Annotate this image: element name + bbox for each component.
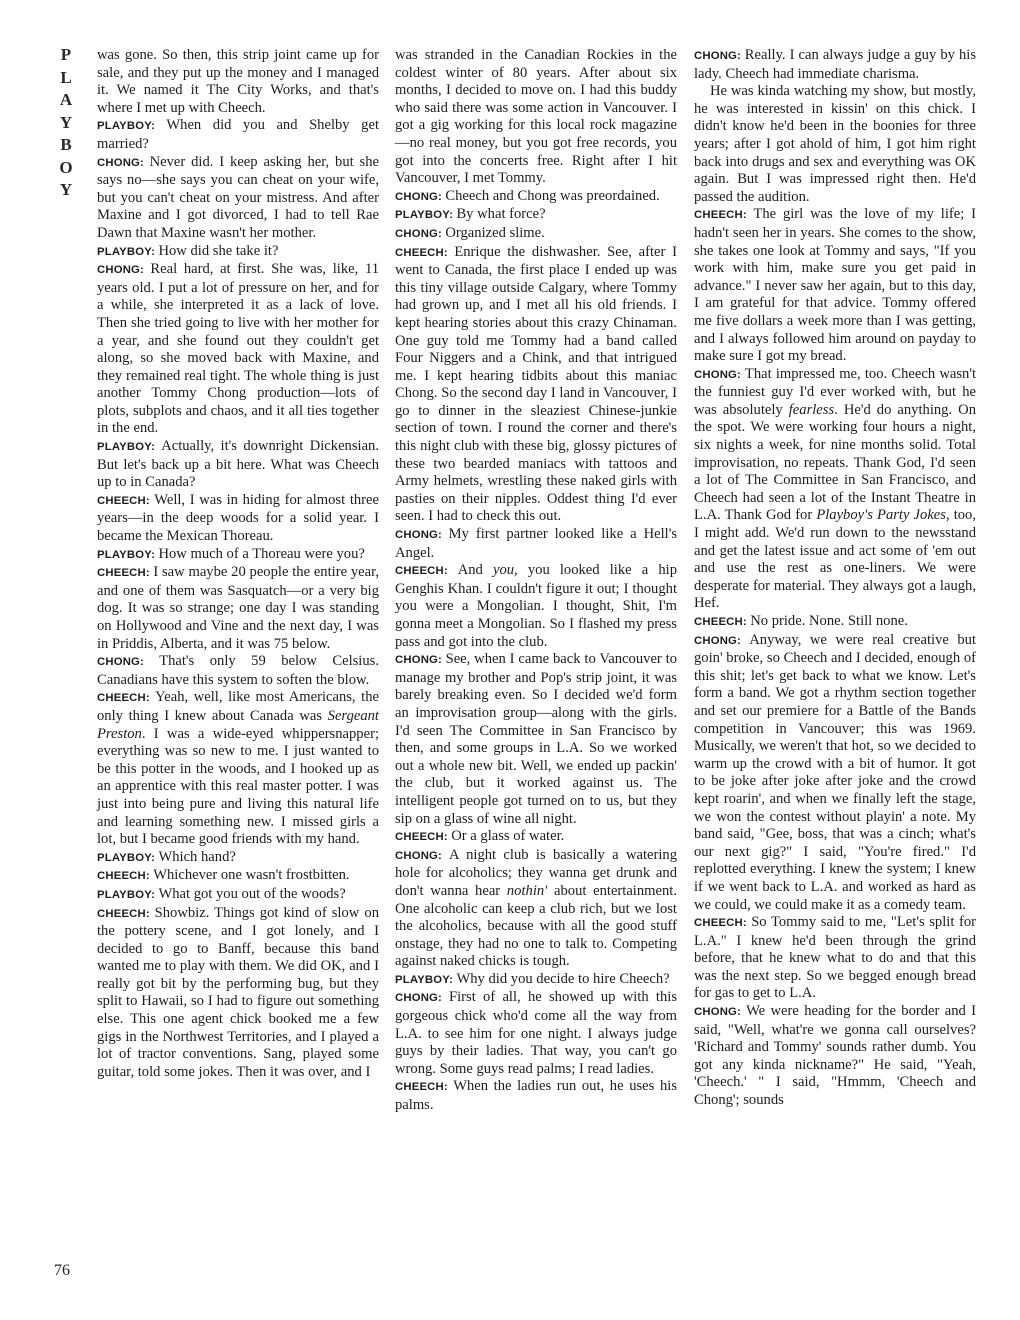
paragraph-text: A night club is basically a watering hole for alcoholics; they wanna get drunk and don't wanna hear nothin' about entertainment. One alcoholic can keep a club rich, but we lost the alcoholics, because with all the good stuff onstage, they had no one to talk to. Competing against naked chicks is tough. [395,846,678,970]
interview-paragraph [395,244,677,527]
masthead-letter: B [60,135,72,154]
paragraph-text: We were heading for the border and I said, "Well, what're we gonna call ourselves? 'Richard and Tommy' sounds rather dumb. You got any kinda nickname?" He said, "Yeah, 'Cheech.' " I said, "Hmmm, 'Cheech and Chong'; sounds [694,1003,976,1109]
speaker-label: CHONG: [395,992,443,1005]
paragraph-text: Never did. I keep asking her, but she says no—she says you can cheat on your wife, but you can't cheat on your mistress. And after Maxine and I got divorced, I had to tell Rae Dawn that Maxine wasn't her mother. [97,153,380,241]
interview-paragraph [395,206,677,225]
speaker-label: PLAYBOY: [97,548,156,561]
paragraph-text: Or a glass of water. [451,828,565,845]
interview-paragraph [97,546,379,565]
speaker-label: CHEECH: [694,209,747,222]
paragraph-text: That's only 59 below Celsius. Canadians have this system to soften the blow. [97,653,379,688]
column-3 [694,47,976,1110]
speaker-label: CHONG: [395,529,443,542]
speaker-label: PLAYBOY: [97,245,156,258]
interview-paragraph [97,849,379,868]
speaker-label: CHEECH: [395,246,448,259]
speaker-label: CHONG: [694,1006,742,1019]
paragraph-text: was gone. So then, this strip joint came up for sale, and they put up the money and I managed it. We named it The City Works, and that's where I met up with Cheech. [97,47,379,116]
paragraph-text: Organized slime. [445,224,545,241]
interview-paragraph [97,47,379,117]
interview-paragraph [395,989,677,1078]
masthead-letter: Y [59,112,73,132]
paragraph-text: So Tommy said to me, "Let's split for L.A." I knew he'd been through the grind before, that he knew what to do and that this was the next step. So we begged enough bread for gas to get to L.A. [694,914,977,1002]
interview-paragraph [97,905,379,1082]
masthead-letter: P [60,45,72,64]
speaker-label: CHONG: [395,190,443,203]
masthead-letter: Y [59,180,73,199]
masthead [54,44,78,202]
interview-paragraph [395,562,677,651]
paragraph-text: That impressed me, too. Cheech wasn't the funniest guy I'd ever worked with, but he was absolutely fearless. He'd do anything. On the spot. We were working four hours a night, six nights a week, for nine months solid. Total improvisation, no repeats. Thank God, I'd seen a lot of The Committee in San Francisco, and Cheech had seen a lot of the Instant Theatre in L.A. Thank God for Playboy's Party Jokes, too, I might add. We'd run down to the newsstand and get the latest issue and act some of 'em out and use the rest as one-liners. We were desperate for material. They always got a laugh, Hef. [694,365,976,612]
paragraph-text: was stranded in the Canadian Rockies in the coldest winter of 80 years. After about six months, I decided to move on. I had this buddy who said there was some action in Vancouver. I got a gig working for this local rock magazine—no real money, but you got free records, you got into the concerts free. Right after I hit Vancouver, I met Tommy. [395,47,677,187]
interview-paragraph [694,613,976,632]
interview-paragraph [694,366,976,613]
speaker-label: CHONG: [97,656,145,669]
speaker-label: CHEECH: [97,692,150,705]
interview-paragraph [694,206,976,365]
speaker-label: CHEECH: [694,616,747,628]
paragraph-text: Whichever one wasn't frostbitten. [153,867,350,884]
paragraph-text: Well, I was in hiding for almost three years—in the deep woods for a solid year. I became the Mexican Thoreau. [97,491,379,545]
paragraph-text: Showbiz. Things got kind of slow on the pottery scene, and I got lonely, and I decided to go to Banff, because this band wanted me to play with them. We did OK, and I really got bit by the performing bug, but they split to Hawaii, so I had to figure out something else. This one agent chick booked me a few gigs in the Northwest Territories, and I played a lot of tractor conventions. Sang, played some guitar, told some jokes. Then it was over, and I [97,904,379,1080]
speaker-label: CHEECH: [97,870,150,883]
speaker-label: CHONG: [395,849,443,862]
paragraph-text: Why did you decide to hire Cheech? [456,970,670,987]
paragraph-text: The girl was the love of my life; I hadn't seen her in years. She comes to the show, she takes one look at Tommy and says, "If you work with him, make sure you get paid in advance." I never saw her again, but to this day, I am grateful for that advice. Tommy offered me five dollars a week more than I was getting, and I always followed him around on payday to make sure I got my bread. [694,206,976,365]
interview-paragraph [395,847,677,971]
speaker-label: CHEECH: [97,567,150,580]
speaker-label: CHONG: [694,634,742,647]
speaker-label: CHONG: [395,654,443,667]
speaker-label: PLAYBOY: [97,120,156,133]
interview-paragraph [97,117,379,153]
interview-paragraph [395,526,677,562]
paragraph-text: How much of a Thoreau were you? [158,545,365,562]
paragraph-text: Cheech and Chong was preordained. [445,187,660,204]
paragraph-text: Anyway, we were real creative but goin' broke, so Cheech and I decided, enough of this shit; let's get back to what we know. Let's form a band. We got a rhythm section together and set our premiere for a Battle of the Bands competition in Vancouver; this was 1969. Musically, we weren't that hot, so we decided to warm up the crowd with a bit of humor. It got to be joke after joke after joke and the crowd kept roarin', and when we finally left the stage, we won the contest without playin' a note. My band said, "Gee, boss, that was a cinch; what's our next gig?" I said, "You're fired." I'd replotted everything. I knew the system; I knew if we went back to L.A. and worked as hard as we could, we could make it as a comedy team. [694,631,977,913]
paragraph-text: First of all, he showed up with this gorgeous chick who'd come all the way from L.A. to see him for one night. I always judge guys by their ladies. That way, you can't go wrong. Some guys read palms; I read ladies. [395,989,677,1077]
paragraph-text: Which hand? [158,848,236,865]
interview-paragraph [694,914,976,1003]
masthead-letter: A [59,90,73,109]
speaker-label: CHONG: [395,227,443,240]
speaker-label: PLAYBOY: [97,441,156,454]
paragraph-text: See, when I came back to Vancouver to manage my brother and Pop's strip joint, it was barely breaking even. So I decided we'd form an improvisation group—along with the girls. I'd seen The Committee in San Francisco by then, and some groups in L.A. So we worked out a whole new bit. Well, we ended up packin' the club, but it worked against us. The intelligent people got turned on to us, but they sip on a glass of wine all night. [395,651,677,827]
paragraph-text: By what force? [456,206,546,223]
speaker-label: CHONG: [97,264,145,277]
speaker-label: CHONG: [694,368,742,381]
page-number: 76 [54,1262,70,1279]
column-2 [395,47,677,1115]
paragraph-text: Enrique the dishwasher. See, after I went to Canada, the first place I ended up was this tiny village outside Calgary, where Tommy had grown up, and I met all his old friends. I kept hearing stories about this crazy Chinaman. One guy told me Tommy had a band called Four Niggers and a Chink, and that intrigued me. I kept hearing tidbits about this maniac Chong. So the second day I land in Vancouver, I go to dinner in the sleaziest Chinese-junkie section of town. I round the corner and there's this night club with these big, glossy pictures of these two bearded maniacs with tattoos and Army helmets, wrestling these naked girls with pasties on their nipples. Oddest thing I'd ever seen. I had to check this out. [395,243,678,525]
interview-paragraph [97,154,379,243]
paragraph-text: Really. I can always judge a guy by his lady. Cheech had immediate charisma. [694,47,976,82]
speaker-label: CHEECH: [395,565,448,578]
paragraph-text: How did she take it? [158,242,279,259]
paragraph-text: What got you out of the woods? [158,885,346,902]
paragraph-text: My first partner looked like a Hell's Angel. [395,526,678,561]
paragraph-text: He was kinda watching my show, but mostly, he was interested in kissin' on this chick. I didn't know he'd been in the boonies for three years; after I got ahold of him, I got him right back into drugs and sex and everything was OK again. But I was impressed right then. He'd passed the audition. [694,83,976,205]
paragraph-text: I saw maybe 20 people the entire year, and one of them was Sasquatch—or a very big dog. It was so strange; one day I was standing on Hollywood and Vine and the next day, I was in Priddis, Alberta, and it was 75 below. [97,564,380,652]
interview-paragraph [97,492,379,546]
interview-paragraph [97,653,379,689]
speaker-label: PLAYBOY: [97,851,156,864]
speaker-label: CHONG: [694,50,742,62]
speaker-label: PLAYBOY: [395,973,454,986]
speaker-label: CHEECH: [395,1081,448,1094]
interview-paragraph [395,1078,677,1114]
interview-paragraph [694,632,976,915]
paragraph-text: When the ladies run out, he uses his palms. [395,1078,677,1114]
interview-paragraph [97,564,379,653]
speaker-label: CHEECH: [97,907,150,920]
speaker-label: CHEECH: [694,917,747,930]
interview-paragraph [395,651,677,828]
speaker-label: PLAYBOY: [97,888,156,901]
interview-paragraph [97,689,379,848]
interview-paragraph [395,225,677,244]
paragraph-text: Actually, it's downright Dickensian. But let's back up a bit here. What was Cheech up to in Canada? [97,438,379,491]
interview-paragraph [97,886,379,905]
speaker-label: CHONG: [97,156,145,169]
speaker-label: CHEECH: [395,831,448,844]
paragraph-text: And you, you looked like a hip Genghis Khan. I couldn't figure it out; I thought you were a Mongolian. I thought, Shit, I'm gonna meet a Mongolian. So I flashed my press pass and got into the club. [395,562,677,650]
speaker-label: PLAYBOY: [395,209,454,222]
interview-paragraph [97,438,379,492]
speaker-label: CHEECH: [97,494,150,507]
paragraph-text: Real hard, at first. She was, like, 11 years old. I put a lot of pressure on her, and for a while, she interpreted it as a lack of love. Then she tried going to live with her mother for a year, and she found out they couldn't get along, so she moved back with Maxine, and they remained real tight. The whole thing is just another Tommy Chong production—lots of plots, subplots and chaos, and it all ties together in the end. [97,261,379,437]
interview-paragraph [97,867,379,886]
interview-paragraph [97,243,379,262]
interview-paragraph [694,83,976,206]
interview-paragraph [395,188,677,207]
masthead-letter: L [60,67,72,87]
column-1 [97,47,379,1081]
interview-paragraph [395,971,677,990]
interview-paragraph [395,828,677,847]
interview-paragraph [694,47,976,83]
interview-paragraph [395,47,677,188]
paragraph-text: No pride. None. Still none. [750,613,908,629]
interview-paragraph [694,1003,976,1110]
masthead-letter: O [59,157,73,177]
interview-paragraph [97,261,379,438]
paragraph-text: When did you and Shelby get married? [97,117,379,152]
paragraph-text: Yeah, well, like most Americans, the only thing I knew about Canada was Sergeant Preston. I was a wide-eyed whippersnapper; everything was so new to me. I just wanted to be this potter in the woods, and I hooked up as an apprentice with this real master potter. I was just into being pure and living this natural life and learning something new. I missed girls a lot, but I became good friends with my hand. [97,689,379,848]
